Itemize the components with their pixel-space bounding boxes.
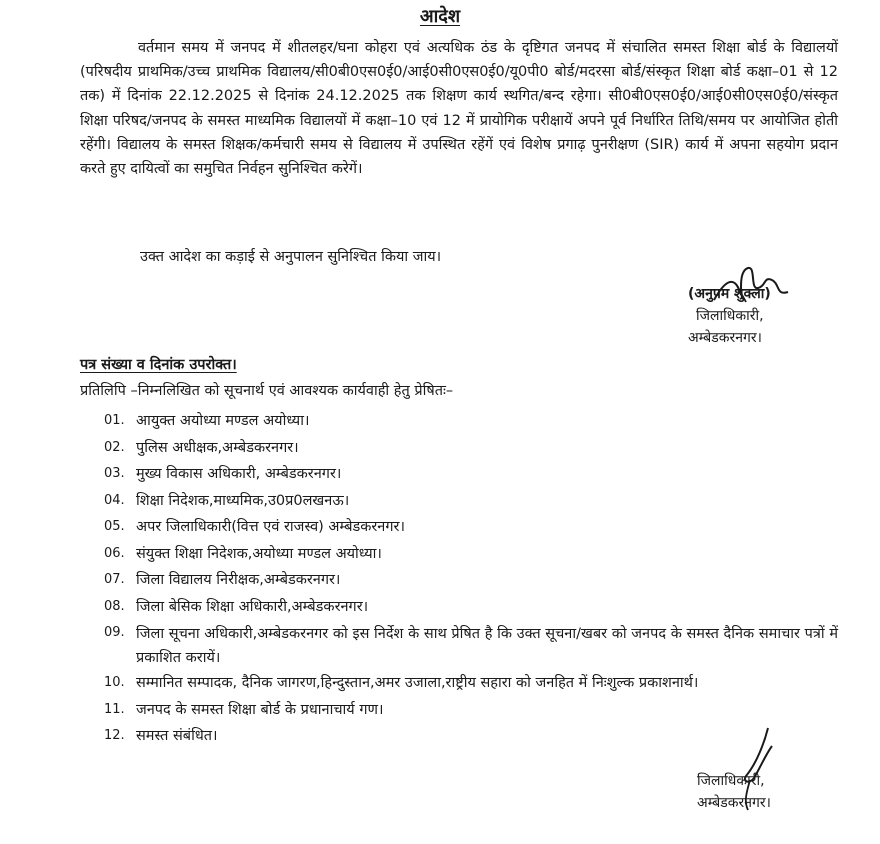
list-item xyxy=(104,408,838,435)
list-item xyxy=(104,594,838,621)
signature-block-bottom xyxy=(697,770,771,814)
list-item-number: 02. xyxy=(104,439,125,455)
list-item xyxy=(104,670,838,697)
list-item-number: 12. xyxy=(104,728,125,743)
signatory-designation: जिलाधिकारी, xyxy=(696,308,764,324)
list-item-text: जिला सूचना अधिकारी,अम्बेडकरनगर को इस निर्देश के साथ प्रेषित है कि उक्त सूचना/खबर को जनपद के समस्त दैनिक समाचार पत्रों में प्रकाशित करायें। xyxy=(136,626,838,666)
list-item-number: 09. xyxy=(104,625,125,640)
signatory-name: (अनुपम शुक्ला) xyxy=(688,286,771,302)
signatory-district: अम्बेडकरनगर। xyxy=(688,330,762,346)
list-item xyxy=(104,514,838,541)
list-item xyxy=(104,488,838,515)
list-item-text: शिक्षा निदेशक,माध्यमिक,उ0प्र0लखनऊ। xyxy=(136,492,350,509)
list-item-text: मुख्य विकास अधिकारी, अम्बेडकरनगर। xyxy=(136,466,342,482)
list-item-number: 04. xyxy=(104,492,125,508)
list-item-number: 03. xyxy=(104,466,125,481)
copy-to-line: प्रतिलिपि –निम्नलिखित को सूचनार्थ एवं आवश्यक कार्यवाही हेतु प्रेषितः– xyxy=(80,383,454,399)
order-title xyxy=(0,4,880,28)
signatory-district: अम्बेडकरनगर। xyxy=(697,795,771,811)
order-title-text: आदेश xyxy=(419,6,461,27)
list-item-text: जिला बेसिक शिक्षा अधिकारी,अम्बेडकरनगर। xyxy=(136,598,369,615)
order-body-paragraph: वर्तमान समय में जनपद में शीतलहर/घना कोहरा एवं अत्यधिक ठंड के दृष्टिगत जनपद में संचालित समस्त शिक्षा बोर्ड के विद्यालयों (परिषदीय प्राथमिक/उच्च प्राथमिक विद्यालय/सी0बी0एस0ई0/आई0सी0एस0ई0/यू0पी0 बोर्ड/मदरसा बोर्ड/संस्कृत शिक्षा बोर्ड कक्षा–01 से 12 तक) में दिनांक 22.12.2025 से दिनांक 24.12.2025 तक शिक्षण कार्य स्थगित/बन्द रहेगा। सी0बी0एस0ई0/आई0सी0एस0ई0/संस्कृत शिक्षा परिषद/जनपद के समस्त माध्यमिक विद्यालयों में कक्षा–10 एवं 12 में प्रायोगिक परीक्षायें अपने पूर्व निर्धारित तिथि/समय पर आयोजित होती रहेंगी। विद्यालय के समस्त शिक्षक/कर्मचारी समय से विद्यालय में उपस्थित रहेंगें एवं विशेष प्रगाढ़ पुनरीक्षण (SIR) कार्य में अपना सहयोग प्रदान करते हुए दायित्वों का समुचित निर्वहन सुनिश्चित करेगें। xyxy=(80,40,838,178)
list-item-text: अपर जिलाधिकारी(वित्त एवं राजस्व) अम्बेडकरनगर। xyxy=(136,519,405,535)
list-item-text: आयुक्त अयोध्या मण्डल अयोध्या। xyxy=(136,413,310,429)
list-item-number: 01. xyxy=(104,413,125,428)
list-item-text: सम्मानित सम्पादक, दैनिक जागरण,हिन्दुस्तान,अमर उजाला,राष्ट्रीय सहारा को जनहित में निःशुल्क प्रकाशनार्थ। xyxy=(136,675,699,691)
list-item-number: 10. xyxy=(104,675,125,690)
list-item-number: 11. xyxy=(104,701,125,717)
list-item-text: जनपद के समस्त शिक्षा बोर्ड के प्रधानाचार्य गण। xyxy=(136,701,384,718)
list-item-text: संयुक्त शिक्षा निदेशक,अयोध्या मण्डल अयोध्या। xyxy=(136,545,382,562)
list-item xyxy=(104,620,838,670)
signatory-designation: जिलाधिकारी, xyxy=(697,773,765,789)
signature-block-top xyxy=(688,283,771,349)
list-item xyxy=(104,567,838,594)
list-item xyxy=(104,697,838,724)
list-item xyxy=(104,541,838,568)
compliance-line: उक्त आदेश का कड़ाई से अनुपालन सुनिश्चित किया जाय। xyxy=(140,249,442,265)
list-item-number: 08. xyxy=(104,598,125,614)
list-item-number: 05. xyxy=(104,519,125,534)
recipients-list xyxy=(104,408,838,750)
list-item-text: समस्त संबंधित। xyxy=(136,728,218,744)
reference-heading: पत्र संख्या व दिनांक उपरोक्त। xyxy=(80,357,237,373)
list-item-text: पुलिस अधीक्षक,अम्बेडकरनगर। xyxy=(136,439,299,456)
list-item-text: जिला विद्यालय निरीक्षक,अम्बेडकरनगर। xyxy=(136,572,341,588)
list-item xyxy=(104,461,838,488)
list-item-number: 06. xyxy=(104,545,125,561)
list-item-number: 07. xyxy=(104,572,125,587)
list-item xyxy=(104,435,838,462)
